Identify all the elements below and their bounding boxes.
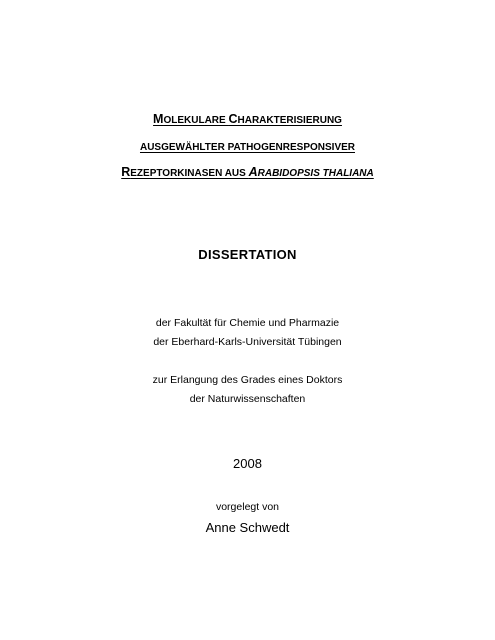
thesis-title-line-2 — [0, 138, 495, 154]
title-cap-m: M — [153, 112, 164, 126]
title-cap-c: C — [228, 112, 238, 126]
title-text-species-italic: RABIDOPSIS THALIANA — [257, 168, 374, 179]
title-text-ezeptorkinasen: EZEPTORKINASEN AUS — [130, 168, 249, 179]
title-text-olekulare: OLEKULARE — [163, 115, 229, 126]
author-name: Anne Schwedt — [205, 520, 290, 535]
thesis-title-line-1 — [0, 111, 495, 127]
faculty-line-2: der Eberhard-Karls-Universität Tübingen — [153, 336, 342, 348]
submitted-by-label: vorgelegt von — [215, 501, 280, 513]
purpose-line-2: der Naturwissenschaften — [189, 393, 306, 405]
title-cap-a-italic: A — [248, 165, 258, 179]
faculty-line-1: der Fakultät für Chemie und Pharmazie — [155, 317, 340, 329]
document-type-heading: DISSERTATION — [198, 247, 297, 262]
purpose-line-1: zur Erlangung des Grades eines Doktors — [152, 374, 343, 386]
title-text-line-2: AUSGEWÄHLTER PATHOGENRESPONSIVER — [139, 142, 355, 153]
thesis-title-line-3 — [0, 164, 495, 180]
title-text-harakterisierung: HARAKTERISIERUNG — [237, 115, 342, 126]
title-cap-r: R — [121, 165, 131, 179]
submission-year: 2008 — [233, 456, 262, 471]
